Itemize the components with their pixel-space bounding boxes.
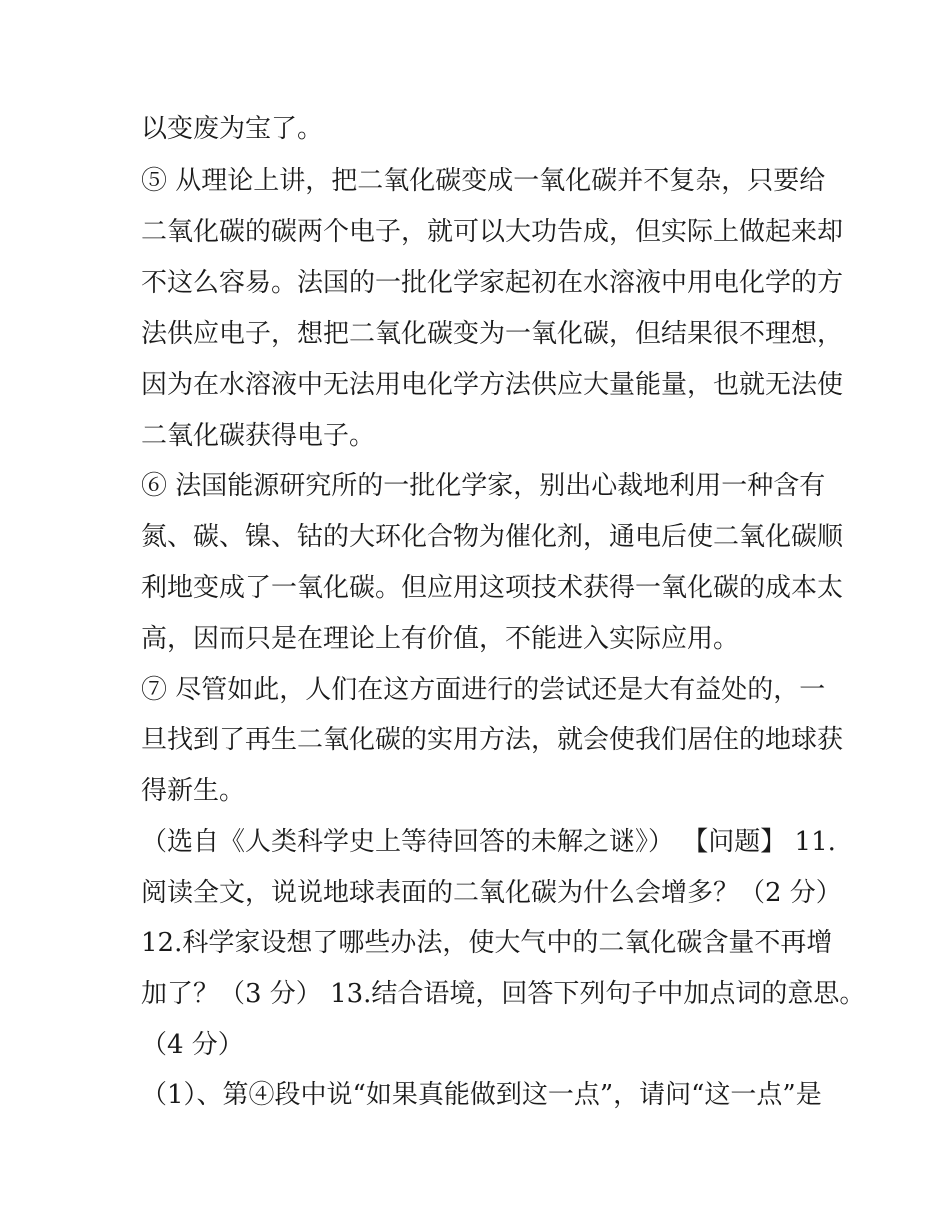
paragraph-5-line: 因为在水溶液中无法用电化学方法供应大量能量，也就无法使 [141,370,844,400]
paragraph-5-line: 法供应电子，想把二氧化碳变为一氧化碳，但结果很不理想， [141,319,844,349]
question-line: 12.科学家设想了哪些办法，使大气中的二氧化碳含量不再增 [141,928,833,958]
question-line: （4 分） [141,1030,244,1060]
paragraph-6-line: ⑥ 法国能源研究所的一批化学家，别出心裁地利用一种含有 [141,471,826,501]
paragraph-7-line: 旦找到了再生二氧化碳的实用方法，就会使我们居住的地球获 [141,725,844,755]
paragraph-5-line: ⑤ 从理论上讲，把二氧化碳变成一氧化碳并不复杂，只要给 [141,166,826,196]
paragraph-5-line: 二氧化碳的碳两个电子，就可以大功告成，但实际上做起来却 [141,217,844,247]
paragraph-5-line: 不这么容易。法国的一批化学家起初在水溶液中用电化学的方 [141,268,844,298]
question-line: 加了？（3 分） 13.结合语境，回答下列句子中加点词的意思。 [141,979,866,1009]
paragraph-5-line: 二氧化碳获得电子。 [141,421,376,451]
paragraph-6-line: 氮、碳、镍、钴的大环化合物为催化剂，通电后使二氧化碳顺 [141,522,844,552]
question-line: （1）、第④段中说“如果真能做到这一点”，请问“这一点”是 [141,1080,822,1110]
paragraph-6-line: 利地变成了一氧化碳。但应用这项技术获得一氧化碳的成本太 [141,573,844,603]
source-and-questions-line: （选自《人类科学史上等待回答的未解之谜》） 【问题】 11. [141,827,836,857]
question-line: 阅读全文，说说地球表面的二氧化碳为什么会增多？（2 分） [141,878,842,908]
paragraph-7-line: 得新生。 [141,776,246,806]
text-line: 以变废为宝了。 [141,114,324,144]
paragraph-6-line: 高，因而只是在理论上有价值，不能进入实际应用。 [141,624,740,654]
paragraph-7-line: ⑦ 尽管如此，人们在这方面进行的尝试还是大有益处的，一 [141,675,826,705]
